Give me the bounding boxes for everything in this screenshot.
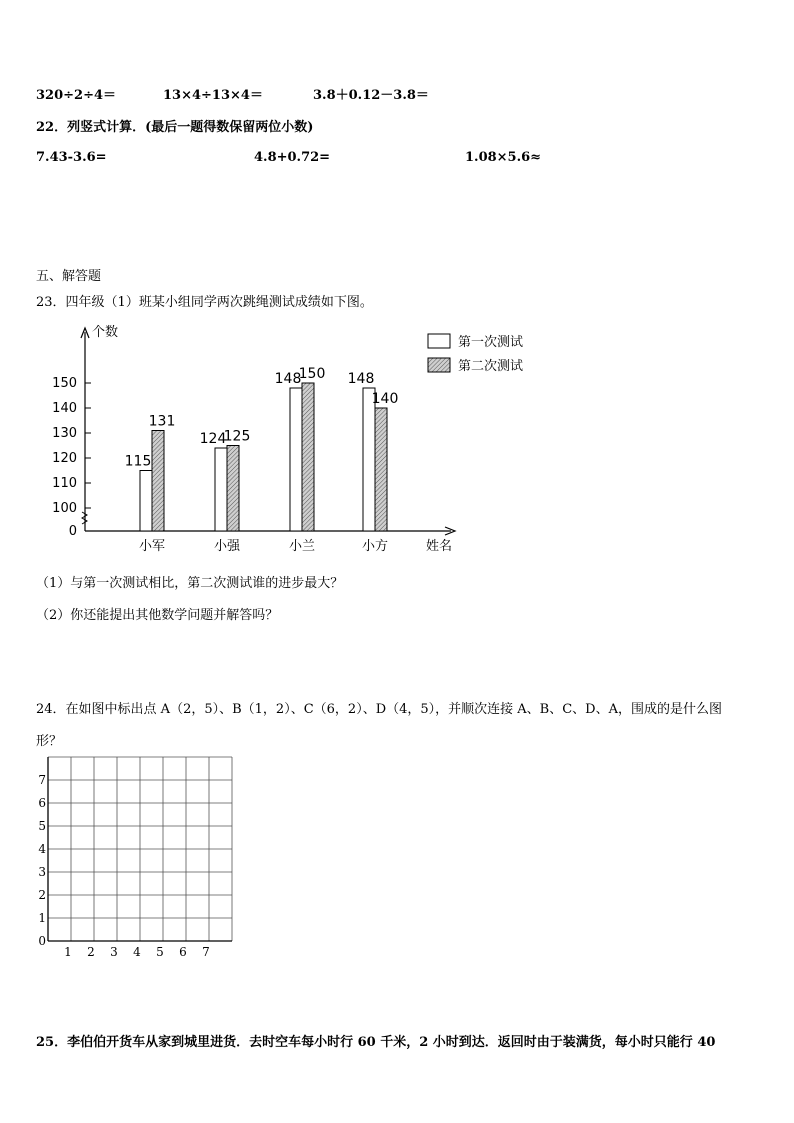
y-tick-label: 150 bbox=[52, 376, 77, 391]
legend-swatch bbox=[428, 358, 450, 372]
grid-x-label: 5 bbox=[156, 945, 164, 959]
grid-x-label: 3 bbox=[110, 945, 118, 959]
grid-x-label: 2 bbox=[87, 945, 95, 959]
category-label: 小方 bbox=[361, 539, 389, 554]
bar-value-label: 131 bbox=[148, 413, 176, 430]
bar-value-label: 125 bbox=[223, 428, 251, 445]
grid-y-label: 0 bbox=[38, 934, 46, 948]
legend-swatch bbox=[428, 334, 450, 348]
q22-item-2: 4.8+0.72= bbox=[254, 150, 331, 165]
q23-sub2: （2）你还能提出其他数学问题并解答吗？ bbox=[36, 608, 279, 623]
q25-line1: 25．李伯伯开货车从家到城里进货．去时空车每小时行 60 千米，2 小时到达．返回时由于装满货，每小时只能行 40 bbox=[36, 1035, 716, 1050]
legend-label: 第一次测试 bbox=[458, 335, 524, 350]
grid-y-label: 5 bbox=[38, 819, 46, 833]
category-label: 小强 bbox=[213, 539, 241, 554]
calc-item-3: 3.8＋0.12－3.8＝ bbox=[313, 88, 429, 103]
category-label: 小军 bbox=[138, 539, 166, 554]
grid-x-label: 7 bbox=[202, 945, 210, 959]
legend-label: 第二次测试 bbox=[458, 359, 524, 374]
bar bbox=[290, 388, 302, 531]
section-heading: 五、解答题 bbox=[36, 269, 102, 284]
bar-value-label: 115 bbox=[124, 453, 152, 470]
q23-sub1: （1）与第一次测试相比，第二次测试谁的进步最大？ bbox=[36, 576, 344, 591]
grid-x-label: 4 bbox=[133, 945, 141, 959]
bar bbox=[140, 471, 152, 532]
bar bbox=[375, 408, 387, 531]
grid-x-label: 1 bbox=[64, 945, 72, 959]
bar bbox=[215, 448, 227, 531]
bar-value-label: 124 bbox=[199, 431, 227, 447]
x-axis-label: 姓名 bbox=[426, 539, 453, 554]
calc-item-1: 320÷2÷4＝ bbox=[36, 88, 117, 103]
bar bbox=[227, 446, 239, 532]
q24-line2: 形？ bbox=[36, 734, 63, 749]
q22-title: 22．列竖式计算．(最后一题得数保留两位小数) bbox=[36, 120, 314, 135]
grid-y-label: 4 bbox=[38, 842, 46, 856]
bar-value-label: 140 bbox=[371, 391, 399, 407]
grid-y-label: 7 bbox=[38, 773, 46, 787]
bar bbox=[302, 383, 314, 531]
bar bbox=[152, 431, 164, 532]
y-axis-label: 个数 bbox=[92, 325, 119, 340]
coordinate-grid bbox=[36, 756, 246, 961]
bar-value-label: 150 bbox=[298, 366, 326, 382]
bar bbox=[363, 388, 375, 531]
category-label: 小兰 bbox=[288, 539, 316, 554]
y-tick-label: 130 bbox=[52, 426, 77, 441]
q22-item-3: 1.08×5.6≈ bbox=[465, 150, 542, 165]
calc-item-2: 13×4÷13×4＝ bbox=[163, 88, 263, 103]
grid-y-label: 1 bbox=[38, 911, 46, 925]
y-tick-label: 0 bbox=[68, 524, 77, 539]
grid-y-label: 2 bbox=[38, 888, 46, 902]
y-tick-label: 100 bbox=[52, 501, 77, 516]
y-tick-label: 110 bbox=[52, 476, 77, 491]
grid-x-label: 6 bbox=[179, 945, 187, 959]
bar-value-label: 148 bbox=[347, 371, 375, 387]
q22-item-1: 7.43-3.6= bbox=[36, 150, 107, 165]
bar-chart bbox=[40, 318, 560, 563]
y-tick-label: 140 bbox=[52, 401, 77, 416]
grid-y-label: 3 bbox=[38, 865, 46, 879]
bar-value-label: 148 bbox=[274, 371, 302, 387]
y-tick-label: 120 bbox=[52, 451, 77, 466]
q24-line1: 24．在如图中标出点 A（2，5）、B（1，2）、C（6，2）、D（4，5），并顺次连接 A、B、C、D、A，围成的是什么图 bbox=[36, 702, 722, 717]
q23-title: 23．四年级（1）班某小组同学两次跳绳测试成绩如下图。 bbox=[36, 295, 373, 310]
grid-y-label: 6 bbox=[38, 796, 46, 810]
